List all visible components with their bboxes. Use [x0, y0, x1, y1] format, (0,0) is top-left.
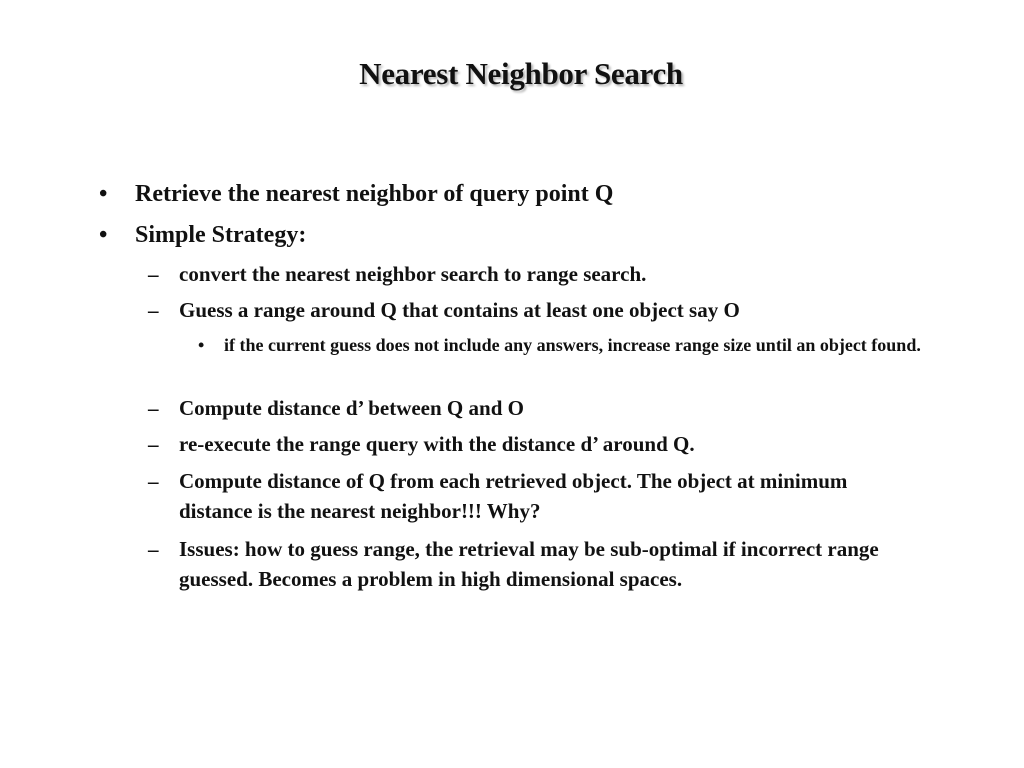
sub-bullet-marker: – — [148, 396, 159, 420]
sub-bullet-marker: – — [148, 537, 159, 561]
sub-bullet-marker: – — [148, 262, 159, 286]
bullet-text: Simple Strategy: — [135, 222, 307, 248]
sub-bullet-text: re-execute the range query with the distance d’ around Q. — [179, 432, 695, 456]
sub-bullet-marker: – — [148, 469, 159, 493]
sub-bullet-text: Guess a range around Q that contains at least one object say O — [179, 298, 740, 322]
sub-sub-bullet-text: if the current guess does not include any answers, increase range size until an object found. — [224, 335, 921, 355]
bullet-marker: • — [99, 222, 108, 248]
sub-bullet-text: Issues: how to guess range, the retrieval may be sub-optimal if incorrect range guessed. Becomes a problem in high dimensional spaces. — [179, 537, 879, 591]
sub-sub-bullet-marker: • — [198, 335, 205, 355]
sub-bullet-marker: – — [148, 432, 159, 456]
bullet-text: Retrieve the nearest neighbor of query point Q — [135, 181, 614, 207]
slide-title: Nearest Neighbor Search — [359, 56, 683, 91]
sub-bullet-text: Compute distance of Q from each retrieved object. The object at minimum distance is the nearest neighbor!!! Why? — [179, 469, 848, 523]
sub-bullet-text: convert the nearest neighbor search to range search. — [179, 262, 647, 286]
sub-bullet-text: Compute distance d’ between Q and O — [179, 396, 524, 420]
bullet-marker: • — [99, 181, 108, 207]
sub-bullet-marker: – — [148, 298, 159, 322]
